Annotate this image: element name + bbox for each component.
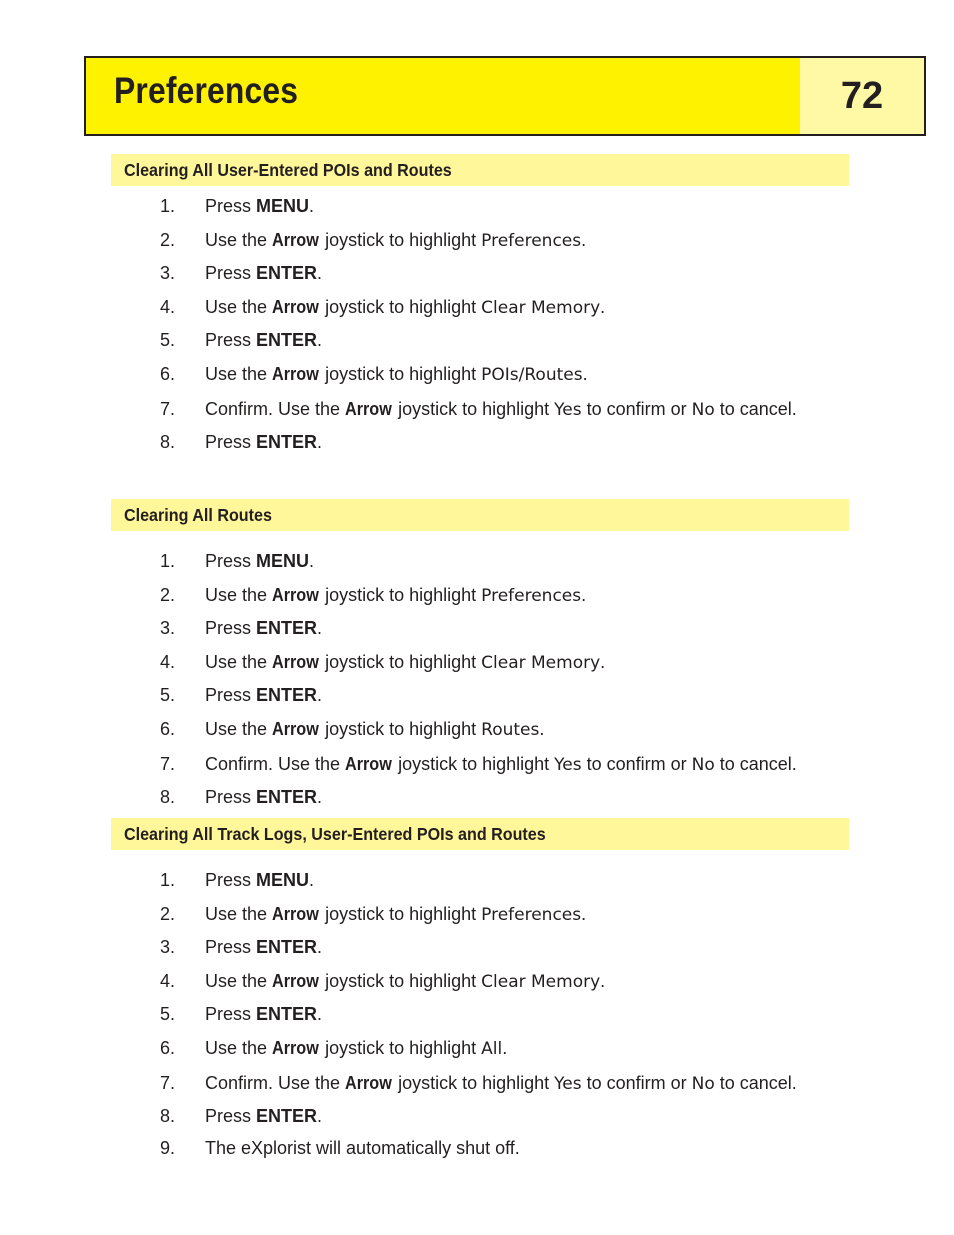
step-text-segment: joystick to highlight [320,230,482,250]
step-text-segment: Press [205,330,257,350]
step-text-segment: Use the [205,297,273,317]
step-number: 3. [160,263,176,283]
arrow-key-name: Arrow [272,719,319,739]
button-name: ENTER [256,263,318,283]
step-number: 5. [160,685,176,705]
arrow-key-name: Arrow [345,1073,392,1093]
step-number: 1. [160,196,176,216]
arrow-key-name: Arrow [272,297,319,317]
menu-option-name: All [481,1039,503,1059]
list-item [0,1135,954,1161]
step-number: 3. [160,937,176,957]
step-text-segment: Press [205,618,257,638]
button-name: ENTER [256,618,318,638]
list-item [0,429,954,455]
step-text-segment: . [581,904,587,924]
list-item [0,751,954,777]
section-heading-text: Clearing All Track Logs, User-Entered POIs and Routes [124,824,546,844]
page-header [84,56,926,136]
button-name: MENU [256,551,310,571]
step-text-segment: joystick to highlight [393,399,555,419]
menu-option-name: Preferences [481,586,582,606]
step-text [205,1135,520,1161]
step-text-segment: Use the [205,1038,273,1058]
step-text [205,582,586,609]
step-text [205,260,322,286]
list-item [0,548,954,574]
step-text [205,867,314,893]
step-text [205,934,322,960]
step-number: 1. [160,870,176,890]
step-text-segment: joystick to highlight [320,585,482,605]
list-item [0,582,954,608]
step-text-segment: . [582,364,588,384]
menu-option-name: POIs/Routes [481,365,583,385]
step-text [205,784,322,810]
step-text [205,1070,797,1097]
button-name: ENTER [256,1004,318,1024]
menu-option-name: Clear Memory [481,653,601,673]
step-text-segment: . [317,685,323,705]
step-text [205,716,544,743]
step-number: 4. [160,971,176,991]
step-number: 4. [160,297,176,317]
arrow-key-name: Arrow [345,399,392,419]
step-number: 2. [160,230,176,250]
step-text [205,751,797,778]
step-text-segment: Press [205,685,257,705]
step-text-segment: . [600,297,606,317]
step-text [205,968,605,995]
step-text-segment: Use the [205,652,273,672]
arrow-key-name: Arrow [272,971,319,991]
step-text-segment: . [317,432,323,452]
step-text-segment: . [317,787,323,807]
step-text [205,361,588,388]
step-text-segment: to confirm or [581,1073,692,1093]
section-heading [111,154,849,186]
button-name: ENTER [256,937,318,957]
step-text-segment: . [317,1004,323,1024]
step-text-segment: Confirm. Use the [205,399,346,419]
step-text-segment: Use the [205,585,273,605]
step-text-segment: Use the [205,719,273,739]
menu-option-name: Yes [554,400,582,420]
step-text [205,901,586,928]
step-number: 5. [160,1004,176,1024]
step-text-segment: . [317,618,323,638]
step-text-segment: Press [205,551,257,571]
section-heading [111,499,849,531]
step-number: 2. [160,585,176,605]
step-text-segment: Press [205,937,257,957]
page-title: Preferences [114,70,299,111]
step-number: 6. [160,719,176,739]
step-text [205,294,605,321]
step-text [205,396,797,423]
button-name: MENU [256,196,310,216]
list-item [0,260,954,286]
step-text-segment: . [317,263,323,283]
step-text [205,327,322,353]
step-text-segment: joystick to highlight [320,971,482,991]
step-text [205,1035,507,1062]
step-text-segment: . [317,330,323,350]
step-number: 7. [160,1073,176,1093]
list-item [0,1070,954,1096]
step-text-segment: joystick to highlight [320,1038,482,1058]
step-text-segment: Confirm. Use the [205,754,346,774]
step-number: 5. [160,330,176,350]
list-item [0,294,954,320]
step-number: 2. [160,904,176,924]
step-text-segment: to confirm or [581,754,692,774]
list-item [0,901,954,927]
step-text-segment: Use the [205,971,273,991]
menu-option-name: No [691,755,715,775]
step-text-segment: Use the [205,230,273,250]
step-number: 8. [160,432,176,452]
step-text-segment: Press [205,787,257,807]
step-text [205,548,314,574]
step-text-segment: joystick to highlight [320,652,482,672]
step-text-segment: . [502,1038,508,1058]
step-text-segment: . [309,196,315,216]
step-text [205,193,314,219]
list-item [0,1001,954,1027]
section-heading [111,818,849,850]
list-item [0,361,954,387]
button-name: ENTER [256,330,318,350]
step-text-segment: Press [205,1004,257,1024]
button-name: ENTER [256,432,318,452]
list-item [0,396,954,422]
menu-option-name: No [691,1074,715,1094]
step-text-segment: joystick to highlight [320,719,482,739]
step-text-segment: Press [205,870,257,890]
menu-option-name: Clear Memory [481,298,601,318]
step-text-segment: . [539,719,545,739]
step-text-segment: Press [205,263,257,283]
list-item [0,968,954,994]
arrow-key-name: Arrow [272,904,319,924]
menu-option-name: Preferences [481,231,582,251]
menu-option-name: Yes [554,755,582,775]
step-text-segment: to confirm or [581,399,692,419]
step-number: 7. [160,399,176,419]
menu-option-name: Routes [481,720,540,740]
step-number: 6. [160,1038,176,1058]
step-text-segment: joystick to highlight [393,754,555,774]
section-heading-text: Clearing All Routes [124,505,272,525]
list-item [0,867,954,893]
step-text-segment: . [317,1106,323,1126]
step-text-segment: The eXplorist will automatically shut off. [205,1138,520,1158]
step-number: 9. [160,1138,176,1158]
button-name: ENTER [256,787,318,807]
page-number: 72 [800,58,924,134]
step-text-segment: . [600,652,606,672]
step-number: 3. [160,618,176,638]
list-item [0,1103,954,1129]
menu-option-name: Preferences [481,905,582,925]
step-number: 6. [160,364,176,384]
arrow-key-name: Arrow [272,364,319,384]
list-item [0,649,954,675]
arrow-key-name: Arrow [345,754,392,774]
step-text [205,615,322,641]
list-item [0,682,954,708]
step-text-segment: Use the [205,904,273,924]
step-text [205,1103,322,1129]
button-name: ENTER [256,685,318,705]
step-text-segment: to cancel. [714,1073,797,1093]
step-text-segment: to cancel. [714,754,797,774]
button-name: MENU [256,870,310,890]
step-text-segment: to cancel. [714,399,797,419]
step-text-segment: . [581,585,587,605]
list-item [0,227,954,253]
list-item [0,934,954,960]
step-text-segment: joystick to highlight [320,904,482,924]
list-item [0,1035,954,1061]
arrow-key-name: Arrow [272,652,319,672]
arrow-key-name: Arrow [272,1038,319,1058]
step-text-segment: joystick to highlight [320,364,482,384]
step-number: 8. [160,1106,176,1126]
step-text-segment: joystick to highlight [393,1073,555,1093]
button-name: ENTER [256,1106,318,1126]
list-item [0,716,954,742]
step-text-segment: . [581,230,587,250]
step-text-segment: . [317,937,323,957]
section-heading-text: Clearing All User-Entered POIs and Routes [124,160,452,180]
step-text [205,682,322,708]
step-text [205,649,605,676]
list-item [0,327,954,353]
step-text [205,1001,322,1027]
step-text-segment: Press [205,196,257,216]
step-number: 4. [160,652,176,672]
step-text-segment: . [309,551,315,571]
step-number: 1. [160,551,176,571]
step-text-segment: Press [205,1106,257,1126]
step-text-segment: . [309,870,315,890]
list-item [0,784,954,810]
step-text-segment: . [600,971,606,991]
step-text-segment: Press [205,432,257,452]
list-item [0,193,954,219]
arrow-key-name: Arrow [272,230,319,250]
step-text [205,429,322,455]
arrow-key-name: Arrow [272,585,319,605]
menu-option-name: No [691,400,715,420]
step-number: 8. [160,787,176,807]
step-text [205,227,586,254]
step-number: 7. [160,754,176,774]
menu-option-name: Yes [554,1074,582,1094]
step-text-segment: Use the [205,364,273,384]
menu-option-name: Clear Memory [481,972,601,992]
step-text-segment: Confirm. Use the [205,1073,346,1093]
step-text-segment: joystick to highlight [320,297,482,317]
list-item [0,615,954,641]
